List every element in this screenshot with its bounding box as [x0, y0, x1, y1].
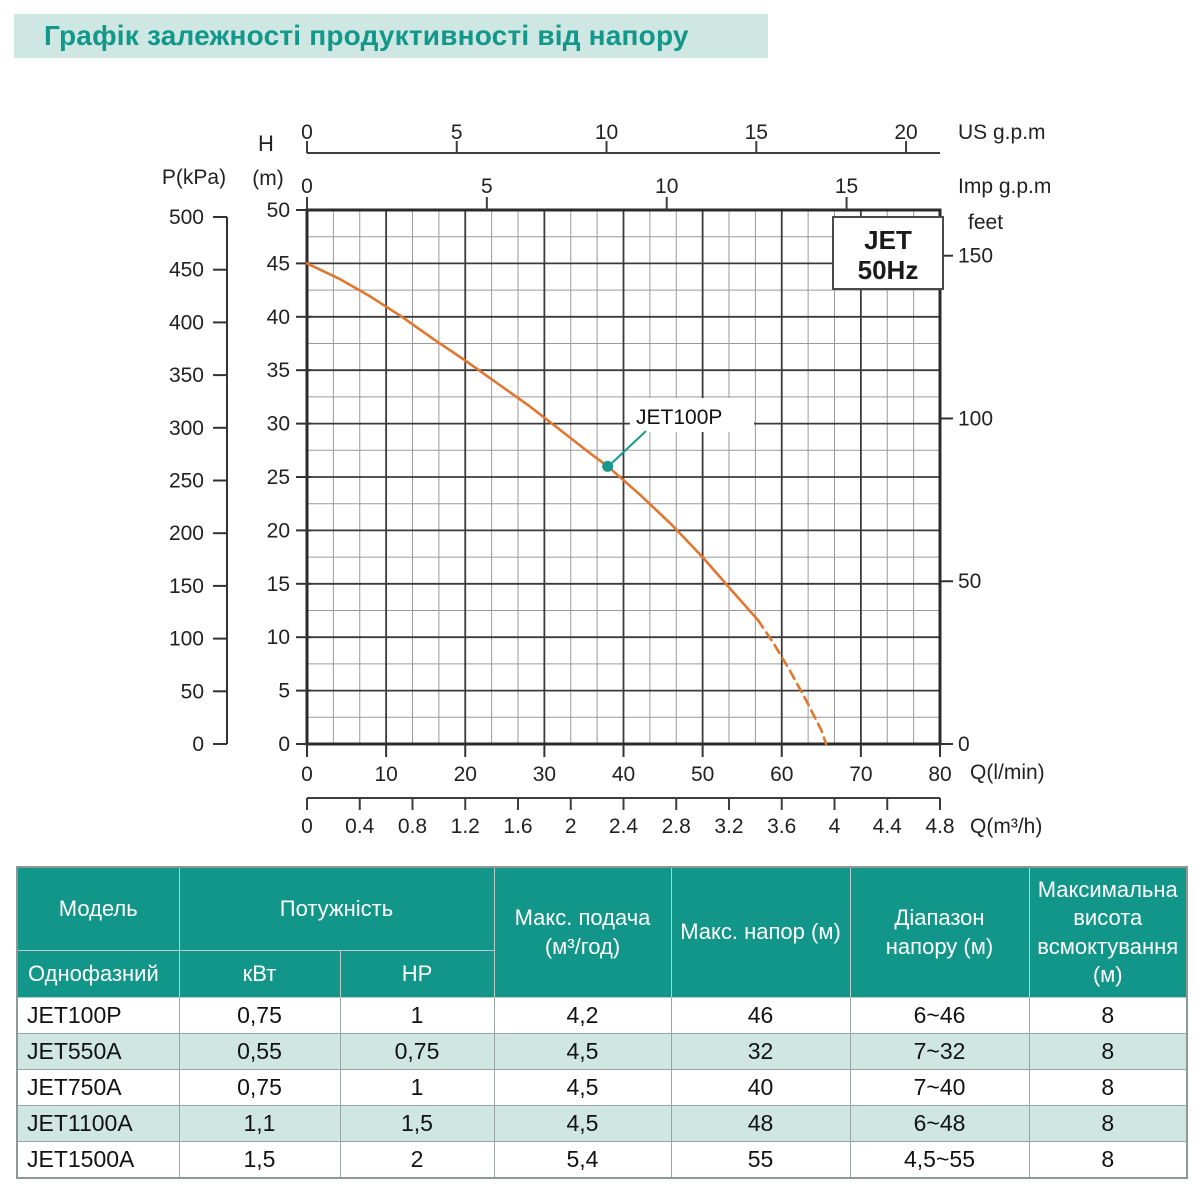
axis-tick-label: 300: [168, 416, 204, 440]
axis-tick-label: 2: [564, 815, 577, 838]
table-cell: 1: [340, 1070, 494, 1106]
table-cell: 0,75: [340, 1034, 494, 1070]
axis-tick-label: 0: [278, 733, 290, 756]
table-cell: 1: [340, 998, 494, 1034]
table-cell: 8: [1029, 1142, 1187, 1179]
imp-gpm-axis-label: Imp g.p.m: [958, 175, 1052, 198]
axis-tick-label: 60: [770, 763, 794, 786]
col-header-max-suction: Максимальна висота всмоктування (м): [1029, 867, 1187, 998]
axis-tick-label: 10: [594, 121, 619, 144]
h-axis-label: H: [258, 131, 274, 156]
model-cell: JET1100A: [17, 1106, 179, 1142]
spec-table: [16, 866, 1188, 1179]
table-cell: 4,5: [494, 1034, 671, 1070]
table-row: [17, 1070, 1187, 1106]
axis-tick-label: 80: [928, 763, 952, 786]
axis-tick-label: 50: [180, 680, 204, 704]
page-title: Графік залежності продуктивності від напору: [44, 20, 689, 51]
table-header: [17, 867, 1187, 998]
axis-tick-label: 150: [958, 244, 994, 268]
table-cell: 1,1: [179, 1106, 340, 1142]
axis-tick-label: 10: [655, 175, 679, 198]
axis-tick-label: 0: [301, 121, 313, 144]
feet-axis-label: feet: [968, 211, 1004, 234]
table-cell: 4,5: [494, 1106, 671, 1142]
axis-tick-label: 3.2: [714, 815, 744, 838]
axis-tick-label: 50: [958, 570, 982, 594]
axis-tick-label: 0: [192, 733, 204, 756]
table-cell: 1,5: [179, 1142, 340, 1179]
curve-marker-dot: [602, 461, 613, 472]
axis-tick-label: 5: [278, 679, 290, 703]
table-cell: 4,5~55: [850, 1142, 1029, 1179]
axis-tick-label: 10: [266, 626, 290, 650]
axis-tick-label: 35: [266, 359, 290, 383]
col-header-kw: кВт: [179, 951, 340, 998]
col-header-max-head: Макс. напор (м): [671, 867, 850, 998]
table-cell: 8: [1029, 1070, 1187, 1106]
table-cell: 0,75: [179, 998, 340, 1034]
badge-model-text: JET: [864, 225, 912, 255]
axis-tick-label: 50: [266, 199, 290, 222]
axis-tick-label: 25: [266, 466, 290, 489]
axis-tick-label: 30: [532, 763, 557, 786]
table-cell: 7~40: [850, 1070, 1029, 1106]
table-cell: 32: [671, 1034, 850, 1070]
axis-tick-label: 0: [301, 815, 313, 838]
axis-tick-label: 2.4: [608, 815, 639, 838]
axis-tick-label: 250: [168, 469, 204, 493]
axis-tick-label: 15: [744, 121, 768, 144]
axis-tick-label: 100: [958, 407, 994, 431]
table-row: [17, 1106, 1187, 1142]
axis-tick-label: 20: [894, 121, 918, 144]
model-cell: JET550A: [17, 1034, 179, 1070]
table-cell: 6~48: [850, 1106, 1029, 1142]
col-header-head-range: Діапазон напору (м): [850, 867, 1029, 998]
axis-tick-label: 20: [453, 763, 477, 786]
axis-tick-label: 2.8: [661, 815, 691, 838]
axis-tick-label: 150: [168, 574, 204, 598]
axis-tick-label: 45: [266, 252, 290, 276]
table-body: [17, 998, 1187, 1179]
axis-tick-label: 5: [450, 121, 463, 144]
axis-tick-label: 1.2: [450, 815, 480, 838]
axis-tick-label: 15: [266, 572, 290, 596]
axis-tick-label: 0: [301, 763, 313, 786]
col-header-hp: HP: [340, 951, 494, 998]
table-cell: 4,2: [494, 998, 671, 1034]
table-cell: 1,5: [340, 1106, 494, 1142]
pump-curve-dashed: [758, 620, 826, 744]
axis-tick-label: 3.6: [767, 815, 797, 838]
table-cell: 55: [671, 1142, 850, 1179]
axis-tick-label: 15: [834, 175, 859, 198]
table-cell: 8: [1029, 1106, 1187, 1142]
table-cell: 6~46: [850, 998, 1029, 1034]
table-row: [17, 1034, 1187, 1070]
badge-freq-text: 50Hz: [857, 255, 919, 285]
col-header-model: Модель: [17, 867, 179, 951]
axis-tick-label: 0.4: [345, 815, 375, 838]
table-cell: 8: [1029, 998, 1187, 1034]
axis-tick-label: 450: [168, 258, 204, 282]
axis-tick-label: 5: [481, 175, 493, 198]
axis-tick-label: 1.6: [503, 815, 533, 838]
axis-tick-label: 40: [266, 305, 290, 329]
axis-tick-label: 0.8: [397, 815, 428, 838]
axis-tick-label: 200: [168, 522, 204, 546]
p-axis-label: P(kPa): [161, 166, 227, 189]
col-header-power: Потужність: [179, 867, 494, 951]
model-cell: JET1500A: [17, 1142, 179, 1179]
axis-tick-label: 4.8: [925, 815, 955, 838]
axis-tick-label: 50: [690, 763, 715, 786]
table-row: [17, 998, 1187, 1034]
axis-tick-label: 0: [958, 733, 970, 756]
table-cell: 2: [340, 1142, 494, 1179]
h-axis-unit: (m): [252, 167, 284, 190]
axis-tick-label: 4.4: [872, 815, 902, 838]
axis-tick-label: 70: [849, 763, 873, 786]
curve-label-leader-line: [612, 431, 646, 463]
table-cell: 0,55: [179, 1034, 340, 1070]
axis-tick-label: 20: [266, 519, 290, 543]
table-cell: 5,4: [494, 1142, 671, 1179]
table-cell: 7~32: [850, 1034, 1029, 1070]
axis-tick-label: 400: [168, 311, 204, 335]
axis-tick-label: 350: [168, 364, 204, 388]
table-cell: 4,5: [494, 1070, 671, 1106]
table-cell: 8: [1029, 1034, 1187, 1070]
spec-table-container: [16, 866, 1188, 1179]
axis-tick-label: 30: [266, 412, 290, 436]
q-m3h-axis-label: Q(m³/h): [970, 815, 1043, 838]
axis-tick-label: 100: [168, 627, 204, 651]
axis-tick-label: 0: [301, 175, 313, 198]
model-cell: JET750A: [17, 1070, 179, 1106]
table-cell: 40: [671, 1070, 850, 1106]
axis-tick-label: 40: [611, 763, 636, 786]
axis-tick-label: 500: [168, 206, 204, 229]
model-cell: JET100P: [17, 998, 179, 1034]
col-header-phase: Однофазний: [17, 951, 179, 998]
header-row-1: [17, 867, 1187, 951]
table-cell: 0,75: [179, 1070, 340, 1106]
curve-label: JET100P: [636, 406, 723, 429]
table-cell: 48: [671, 1106, 850, 1142]
axis-tick-label: 4: [828, 815, 841, 838]
col-header-max-flow: Макс. подача (м³/год): [494, 867, 671, 998]
axis-tick-label: 10: [374, 763, 398, 786]
table-row: [17, 1142, 1187, 1179]
us-gpm-axis-label: US g.p.m: [958, 121, 1046, 144]
q-lmin-axis-label: Q(l/min): [970, 761, 1045, 784]
table-cell: 46: [671, 998, 850, 1034]
